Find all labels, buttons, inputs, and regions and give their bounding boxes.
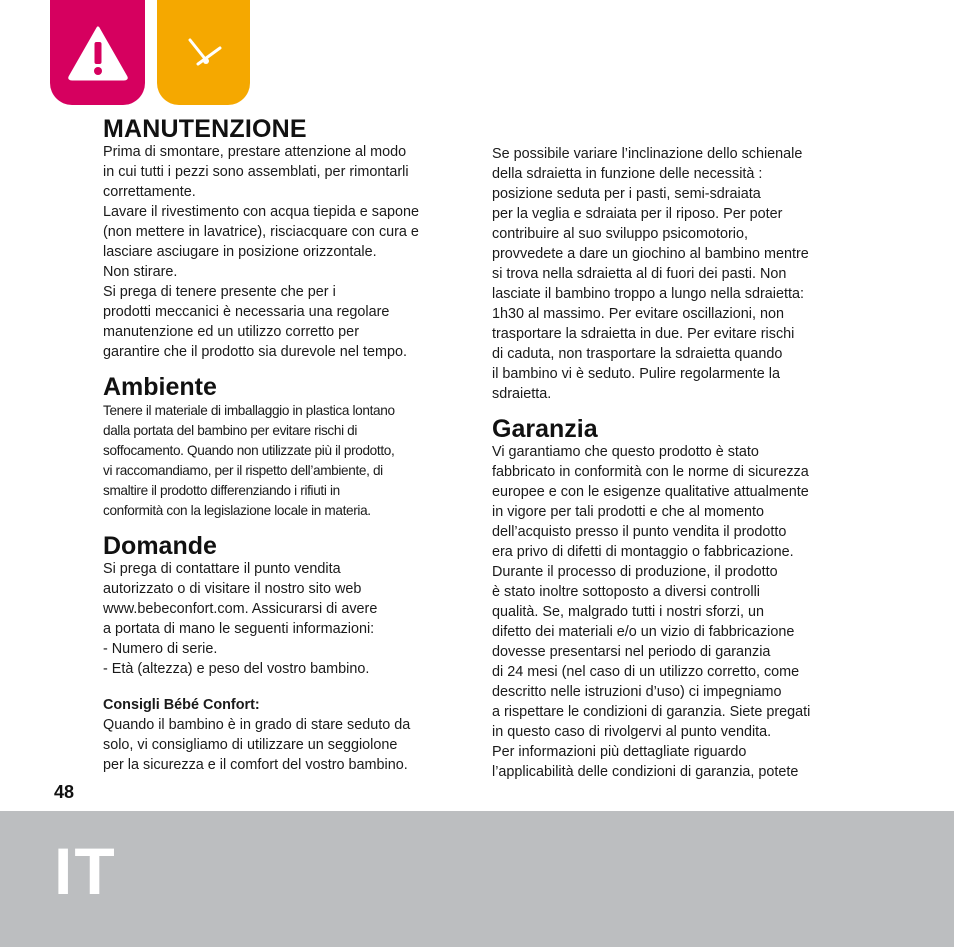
section-garanzia xyxy=(492,416,862,782)
text-domande: Si prega di contattare il punto vendita autorizzato o di visitare il nostro sito web www.bebeconfort.com. Assicurarsi di avere a portata di mano le seguenti informazioni: - Numero di serie. - Età (altezza) e peso del vostro bambino. xyxy=(103,560,378,677)
warning-icon xyxy=(67,25,129,81)
tools-tab xyxy=(157,0,250,105)
section-intro xyxy=(492,144,862,404)
section-domande xyxy=(103,533,463,679)
section-consigli xyxy=(103,695,463,775)
left-column xyxy=(103,116,463,775)
heading-manutenzione: MANUTENZIONE xyxy=(103,115,307,143)
footer-band xyxy=(0,811,954,947)
section-manutenzione xyxy=(103,116,463,362)
text-garanzia: Vi garantiamo che questo prodotto è stato fabbricato in conformità con le norme di sicurezza europee e con le esigenze qualitative attualmente in vigore per tali prodotti e che al momento dell’acquisto presso il punto vendita il prodotto era privo di difetti di montaggio o fabbricazione. Durante il processo di produzione, il prodotto è stato inoltre sottoposto a diversi controlli qualità. Se, malgrado tutti i nostri sforzi, un difetto dei materiali e/o un vizio di fabbricazione dovesse presentarsi nel periodo di garanzia di 24 mesi (nel caso di un utilizzo corretto, come descritto nelle istruzioni d’uso) ci impegniamo a rispettare le condizioni di garanzia. Siete pregati in questo caso di rivolgervi al punto vendita. Per informazioni più dettagliate riguardo l’applicabilità delle condizioni di garanzia, potete xyxy=(492,444,811,781)
text-manutenzione: Prima di smontare, prestare attenzione al modo in cui tutti i pezzi sono assemblati, per rimontarli correttamente. Lavare il rivestimento con acqua tiepida e sapone (non mettere in lavatrice), risciacquare con cura e lasciare asciugare in posizione orizzontale. Non stirare. Si prega di tenere presente che per i prodotti meccanici è necessaria una regolare manutenzione ed un utilizzo corretto per garantire che il prodotto sia durevole nel tempo. xyxy=(103,144,419,361)
heading-garanzia: Garanzia xyxy=(492,415,598,443)
section-ambiente xyxy=(103,374,463,520)
text-consigli: Quando il bambino è in grado di stare seduto da solo, vi consigliamo di utilizzare un seggiolone per la sicurezza e il comfort del vostro bambino. xyxy=(103,716,411,773)
language-code: IT xyxy=(54,834,117,908)
heading-ambiente: Ambiente xyxy=(103,373,217,402)
tools-icon xyxy=(182,34,226,72)
heading-consigli: Consigli Bébé Confort: xyxy=(103,696,260,713)
heading-domande: Domande xyxy=(103,531,217,560)
warning-tab xyxy=(50,0,145,105)
text-intro: Se possibile variare l’inclinazione dello schienale della sdraietta in funzione delle necessità : posizione seduta per i pasti, semi-sdraiata per la veglia e sdraiata per il riposo. Per poter contribuire al suo sviluppo psicomotorio, provvedete a dare un giochino al bambino mentre si trova nella sdraietta al di fuori dei pasti. Non lasciate il bambino troppo a lungo nella sdraietta: 1h30 al massimo. Per evitare oscillazioni, non trasportare la sdraietta in due. Per evitare rischi di caduta, non trasportare la sdraietta quando il bambino vi è seduto. Pulire regolarmente la sdraietta. xyxy=(492,146,809,402)
page-number: 48 xyxy=(54,782,75,802)
right-column xyxy=(492,144,862,782)
text-ambiente: Tenere il materiale di imballaggio in plastica lontano dalla portata del bambino per evitare rischi di soffocamento. Quando non utilizzate più il prodotto, vi raccomandiamo, per il rispetto dell’ambiente, di smaltire il prodotto differenziando i rifiuti in conformità con la legislazione locale in materia. xyxy=(103,402,395,518)
